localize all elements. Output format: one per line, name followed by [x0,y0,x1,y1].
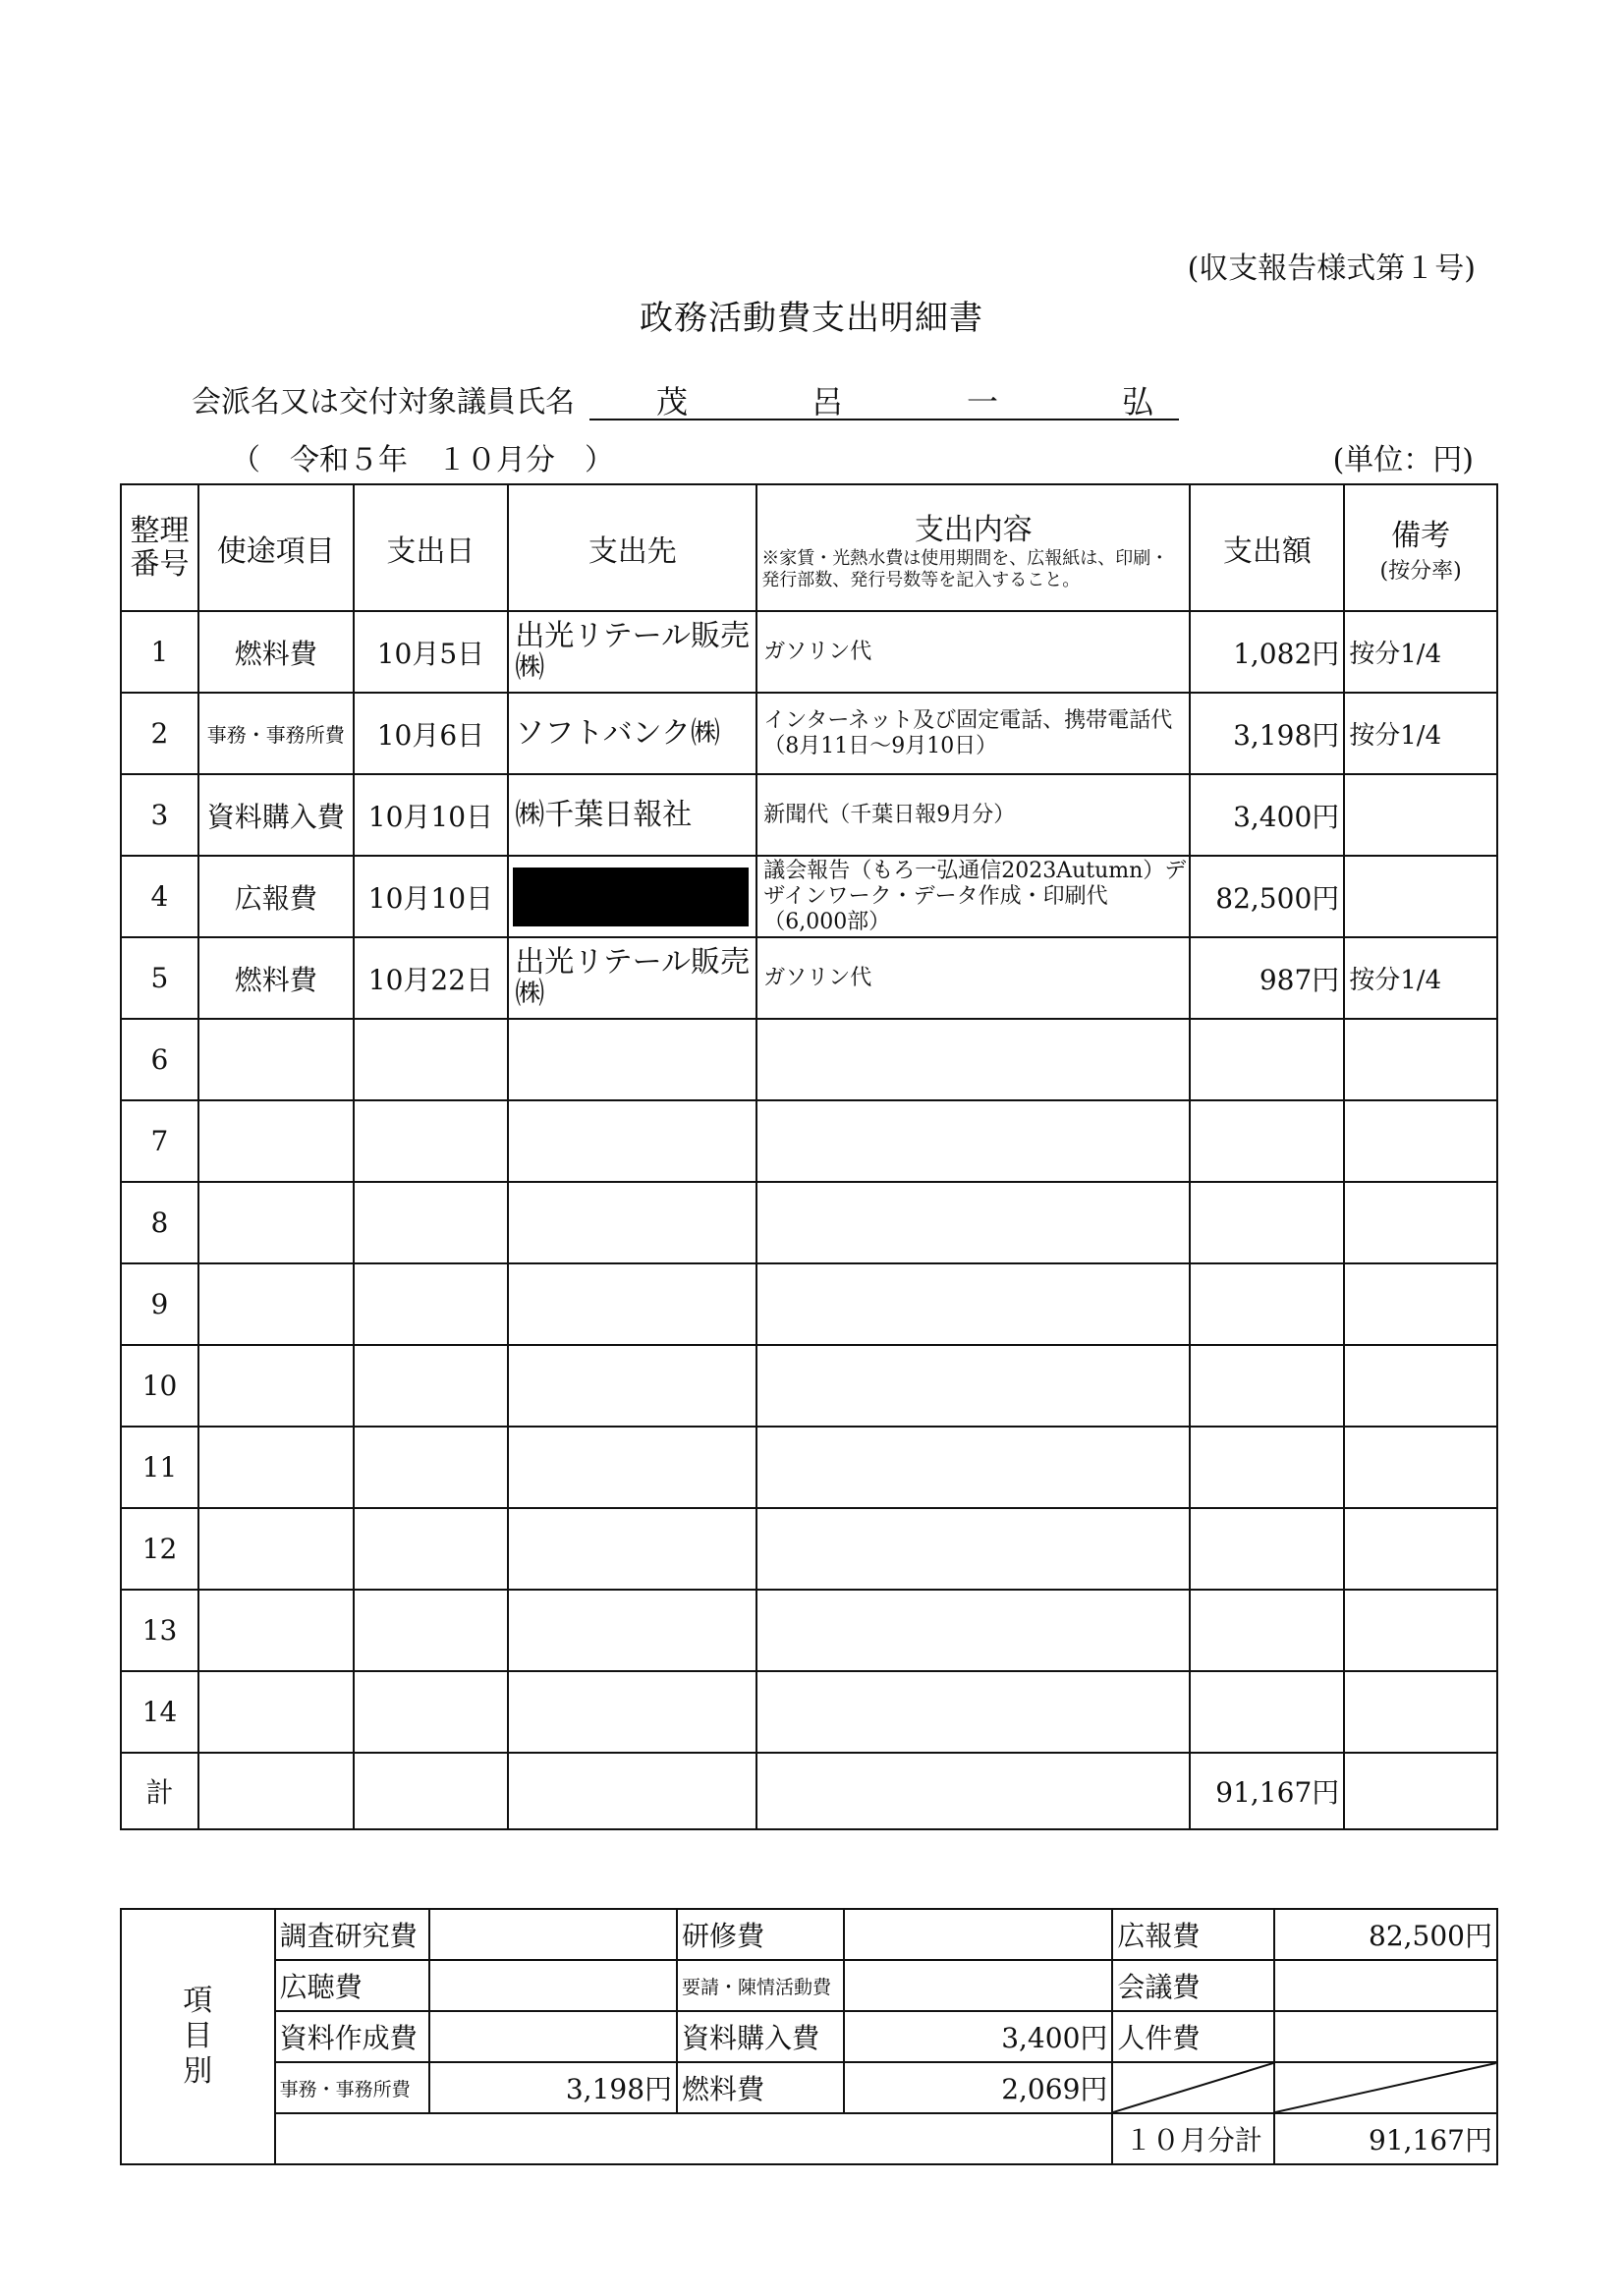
row-number: 14 [121,1671,198,1753]
row-date [354,1427,509,1508]
row-detail: 議会報告（もろ一弘通信2023Autumn）デザインワーク・データ作成・印刷代（6,000部） [756,856,1190,937]
total-empty [354,1753,509,1829]
material-buy-label: 資料購入費 [677,2011,844,2062]
expense-table [120,483,1498,1830]
member-name [589,377,1179,420]
row-amount: 3,400円 [1190,774,1344,856]
table-row [121,693,1497,774]
row-payee [508,1590,756,1671]
row-detail [756,1590,1190,1671]
pr-label: 広報費 [1112,1909,1274,1960]
header-no: 整理番号 [121,484,198,611]
member-name-label: 会派名又は交付対象議員氏名 [192,385,575,420]
total-amount: 91,167円 [1190,1753,1344,1829]
table-row [121,1590,1497,1671]
row-amount [1190,1019,1344,1100]
row-number: 7 [121,1100,198,1182]
table-row [121,1427,1497,1508]
row-date [354,1671,509,1753]
row-amount: 82,500円 [1190,856,1344,937]
row-detail [756,1427,1190,1508]
row-amount [1190,1671,1344,1753]
header-detail [756,484,1190,611]
row-payee: ㈱千葉日報社 [508,774,756,856]
row-number: 1 [121,611,198,693]
header-detail-note: ※家賃・光熱水費は使用期間を、広報紙は、印刷・発行部数、発行号数等を記入すること。 [761,547,1169,590]
header-remarks: 備考 (按分率) [1344,484,1497,611]
table-row [121,1182,1497,1263]
unit-label: (単位：円) [1332,443,1474,477]
row-remarks [1344,1345,1497,1427]
total-row [121,1753,1497,1829]
table-row [121,611,1497,693]
row-number: 12 [121,1508,198,1590]
row-detail: ガソリン代 [756,937,1190,1019]
row-category [198,1671,354,1753]
member-name-char: 一 [967,383,999,420]
row-detail: 新聞代（千葉日報9月分） [756,774,1190,856]
form-number: (収支報告様式第１号) [1187,252,1476,286]
row-detail [756,1508,1190,1590]
row-remarks [1344,1508,1497,1590]
row-date [354,1100,509,1182]
row-date [354,1345,509,1427]
row-number: 13 [121,1590,198,1671]
row-remarks [1344,1671,1497,1753]
row-date [354,1590,509,1671]
training-value [844,1909,1112,1960]
row-date [354,1263,509,1345]
total-empty [1344,1753,1497,1829]
row-remarks [1344,1590,1497,1671]
row-number: 5 [121,937,198,1019]
header-date: 支出日 [354,484,509,611]
row-date [354,1019,509,1100]
table-header-row [121,484,1497,611]
meeting-label: 会議費 [1112,1960,1274,2011]
month-total-value: 91,167円 [1274,2113,1497,2164]
table-row [121,1508,1497,1590]
row-number: 8 [121,1182,198,1263]
header-detail-title: 支出内容 [914,512,1033,547]
summary-table [120,1908,1498,2165]
personnel-label: 人件費 [1112,2011,1274,2062]
row-payee [508,856,756,937]
row-date [354,1182,509,1263]
row-category: 事務・事務所費 [198,693,354,774]
table-row [121,856,1497,937]
report-period: （ 令和５年 １０月分 ） [231,443,614,477]
row-number: 11 [121,1427,198,1508]
row-detail [756,1671,1190,1753]
member-name-char: 呂 [812,383,844,420]
row-category [198,1508,354,1590]
row-category [198,1100,354,1182]
row-payee: ソフトバンク㈱ [508,693,756,774]
month-total-label: １０月分計 [1112,2113,1274,2164]
research-value [429,1909,677,1960]
row-payee [508,1427,756,1508]
table-row [121,1100,1497,1182]
row-detail [756,1182,1190,1263]
personnel-value [1274,2011,1497,2062]
row-number: 4 [121,856,198,937]
row-amount: 987円 [1190,937,1344,1019]
row-date: 10月10日 [354,856,509,937]
row-category: 燃料費 [198,937,354,1019]
header-remarks-sub: (按分率) [1379,559,1462,584]
row-remarks [1344,856,1497,937]
header-payee: 支出先 [508,484,756,611]
row-payee [508,1508,756,1590]
total-empty [508,1753,756,1829]
row-detail [756,1345,1190,1427]
total-empty [198,1753,354,1829]
diagonal-cell [1112,2062,1274,2113]
diagonal-cell [1274,2062,1497,2113]
table-row [121,1019,1497,1100]
table-row [121,1263,1497,1345]
hearing-label: 広聴費 [275,1960,429,2011]
office-label: 事務・事務所費 [275,2062,429,2113]
row-payee [508,1019,756,1100]
summary-row [121,2062,1497,2113]
row-category [198,1019,354,1100]
header-amount: 支出額 [1190,484,1344,611]
row-category [198,1590,354,1671]
material-make-value [429,2011,677,2062]
row-remarks [1344,1263,1497,1345]
table-row [121,774,1497,856]
row-remarks [1344,774,1497,856]
row-category: 資料購入費 [198,774,354,856]
row-date: 10月10日 [354,774,509,856]
row-payee: 出光リテール販売㈱ [508,937,756,1019]
row-number: 10 [121,1345,198,1427]
row-number: 3 [121,774,198,856]
hearing-value [429,1960,677,2011]
row-remarks [1344,1019,1497,1100]
meeting-value [1274,1960,1497,2011]
row-date [354,1508,509,1590]
pr-value: 82,500円 [1274,1909,1497,1960]
row-detail: インターネット及び固定電話、携帯電話代（8月11日～9月10日） [756,693,1190,774]
row-amount [1190,1182,1344,1263]
summary-row [121,2011,1497,2062]
row-payee [508,1671,756,1753]
material-make-label: 資料作成費 [275,2011,429,2062]
row-amount [1190,1345,1344,1427]
row-payee: 出光リテール販売㈱ [508,611,756,693]
row-number: 6 [121,1019,198,1100]
row-remarks [1344,1427,1497,1508]
row-date: 10月5日 [354,611,509,693]
member-name-char: 弘 [1122,383,1154,420]
row-category [198,1263,354,1345]
redaction-block [513,868,749,926]
material-buy-value: 3,400円 [844,2011,1112,2062]
row-category [198,1427,354,1508]
row-date: 10月6日 [354,693,509,774]
header-category: 使途項目 [198,484,354,611]
summary-row [121,1909,1497,1960]
row-date: 10月22日 [354,937,509,1019]
table-row [121,937,1497,1019]
row-number: 2 [121,693,198,774]
row-remarks: 按分1/4 [1344,937,1497,1019]
table-row [121,1671,1497,1753]
row-detail [756,1019,1190,1100]
document-title: 政務活動費支出明細書 [640,299,983,338]
petition-label: 要請・陳情活動費 [677,1960,844,2011]
row-detail [756,1100,1190,1182]
member-name-line [192,377,1154,420]
row-number: 9 [121,1263,198,1345]
row-remarks: 按分1/4 [1344,611,1497,693]
row-category: 燃料費 [198,611,354,693]
row-remarks [1344,1100,1497,1182]
row-amount [1190,1100,1344,1182]
petition-value [844,1960,1112,2011]
row-amount [1190,1263,1344,1345]
office-value: 3,198円 [429,2062,677,2113]
table-row [121,1345,1497,1427]
training-label: 研修費 [677,1909,844,1960]
fuel-label: 燃料費 [677,2062,844,2113]
row-amount [1190,1427,1344,1508]
summary-row [121,1960,1497,2011]
summary-row [121,2113,1497,2164]
row-amount: 1,082円 [1190,611,1344,693]
row-detail [756,1263,1190,1345]
row-amount [1190,1508,1344,1590]
row-payee [508,1182,756,1263]
summary-empty [275,2113,1113,2164]
row-remarks: 按分1/4 [1344,693,1497,774]
row-category [198,1182,354,1263]
row-payee [508,1100,756,1182]
row-remarks [1344,1182,1497,1263]
research-label: 調査研究費 [275,1909,429,1960]
row-payee [508,1345,756,1427]
row-amount [1190,1590,1344,1671]
row-detail: ガソリン代 [756,611,1190,693]
row-amount: 3,198円 [1190,693,1344,774]
member-name-char: 茂 [656,383,689,420]
row-payee [508,1263,756,1345]
total-label: 計 [121,1753,198,1829]
fuel-value: 2,069円 [844,2062,1112,2113]
summary-side-label: 項 目 別 [121,1909,275,2164]
row-category: 広報費 [198,856,354,937]
row-category [198,1345,354,1427]
total-empty [756,1753,1190,1829]
